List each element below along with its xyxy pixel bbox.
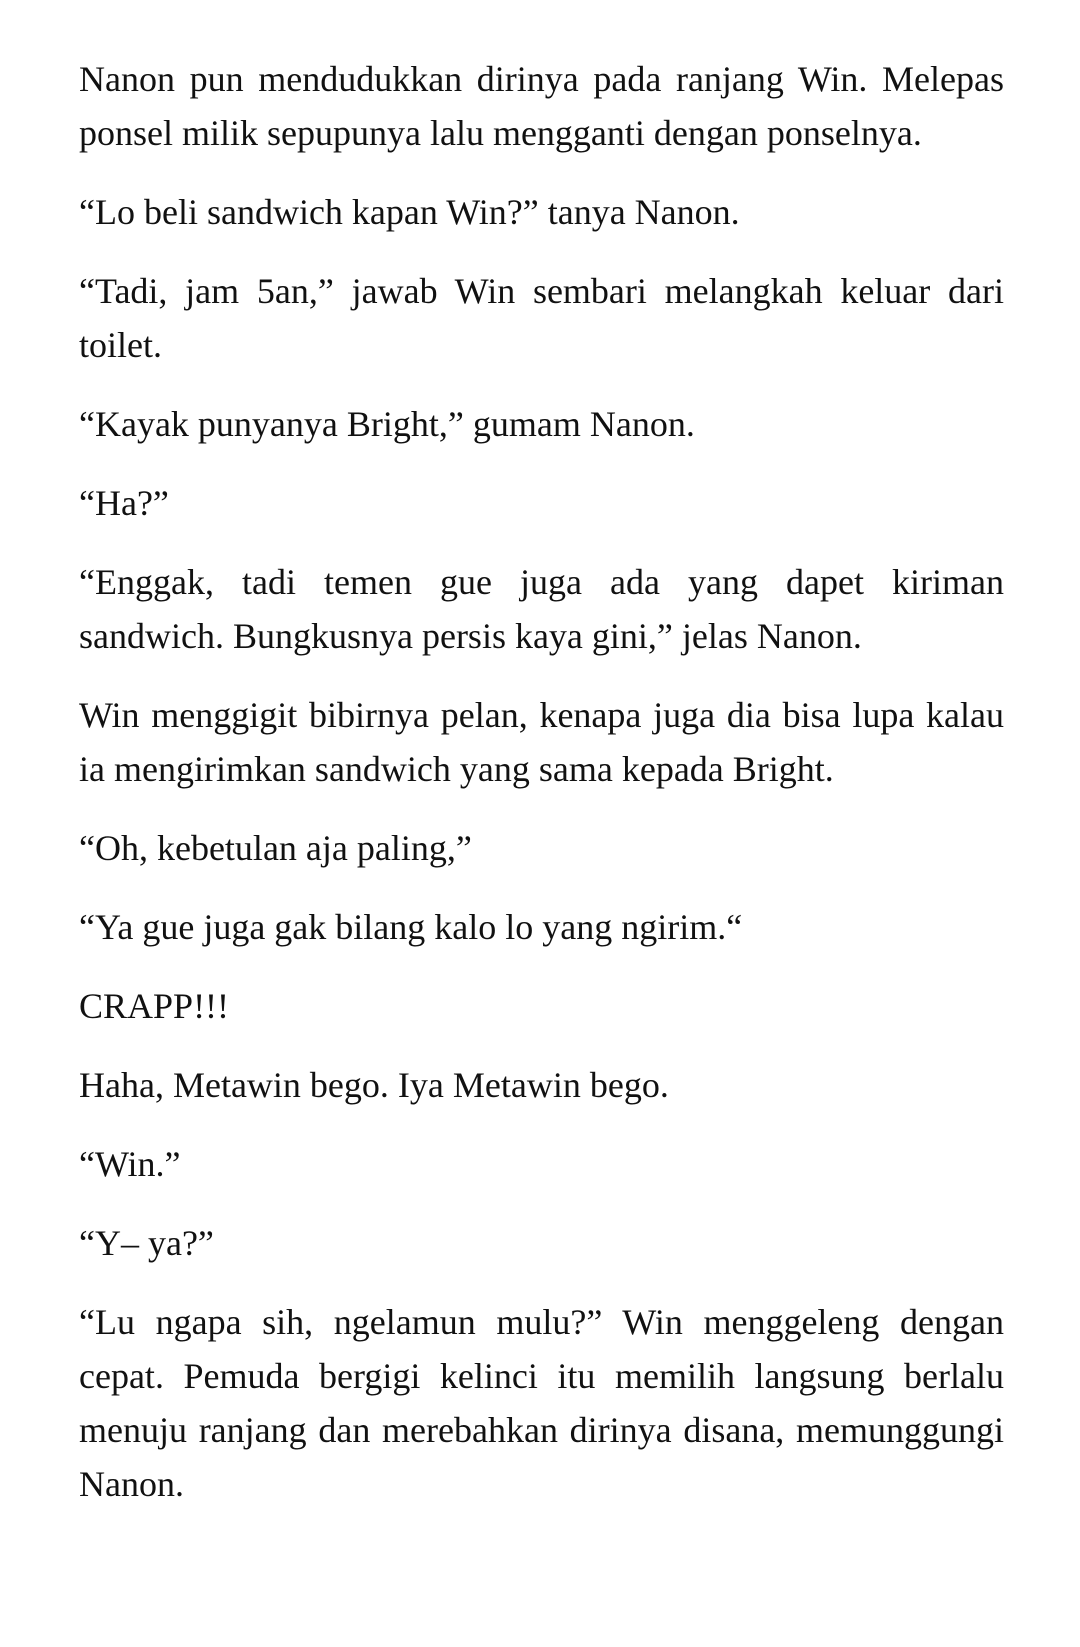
paragraph-14: “Lu ngapa sih, ngelamun mulu?” Win menggeleng dengan cepat. Pemuda bergigi kelinci itu memilih langsung berlalu menuju ranjang dan merebahkan dirinya disana, memunggungi Nanon. <box>79 1302 1004 1504</box>
paragraph-11: Haha, Metawin bego. Iya Metawin bego. <box>79 1065 669 1105</box>
paragraph-9: “Ya gue juga gak bilang kalo lo yang ngirim.“ <box>79 907 743 947</box>
paragraph-6: “Enggak, tadi temen gue juga ada yang dapet kiriman sandwich. Bungkusnya persis kaya gini,” jelas Nanon. <box>79 562 1004 656</box>
paragraph-5: “Ha?” <box>79 483 169 523</box>
paragraph-2: “Lo beli sandwich kapan Win?” tanya Nanon. <box>79 192 740 232</box>
paragraph-7: Win menggigit bibirnya pelan, kenapa juga dia bisa lupa kalau ia mengirimkan sandwich yang sama kepada Bright. <box>79 695 1004 789</box>
paragraph-1: Nanon pun mendudukkan dirinya pada ranjang Win. Melepas ponsel milik sepupunya lalu mengganti dengan ponselnya. <box>79 59 1004 153</box>
paragraph-3: “Tadi, jam 5an,” jawab Win sembari melangkah keluar dari toilet. <box>79 271 1004 365</box>
paragraph-10: CRAPP!!! <box>79 986 230 1026</box>
paragraph-13: “Y– ya?” <box>79 1223 214 1263</box>
paragraph-4: “Kayak punyanya Bright,” gumam Nanon. <box>79 404 695 444</box>
paragraph-12: “Win.” <box>79 1144 181 1184</box>
paragraph-8: “Oh, kebetulan aja paling,” <box>79 828 472 868</box>
